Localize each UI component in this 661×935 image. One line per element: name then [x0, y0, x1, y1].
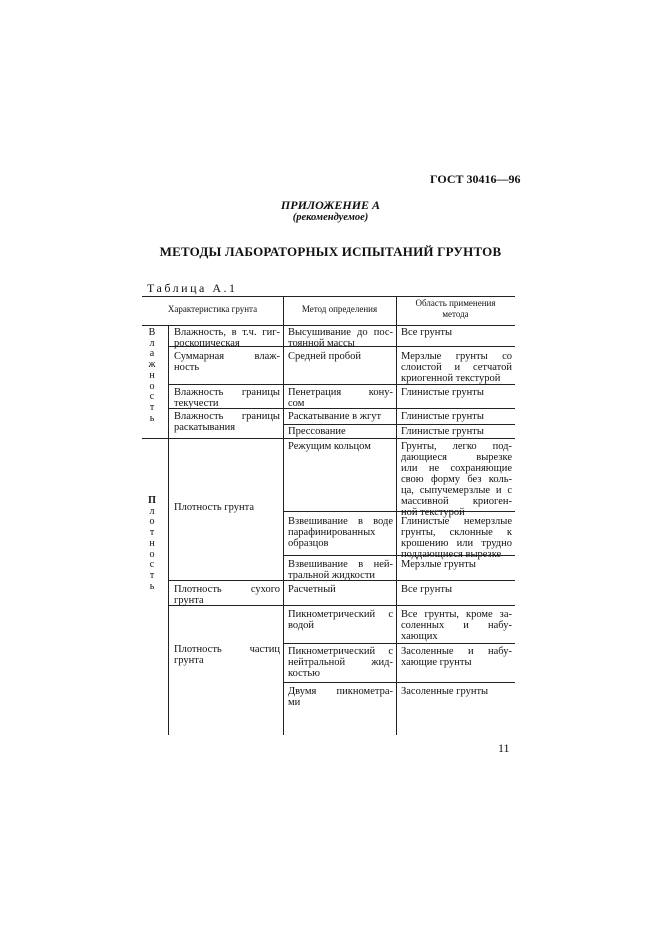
- table-row: Раскатывание в жгут: [288, 411, 382, 422]
- table-row: Все грунты, кроме за- соленных и набу- хающих: [401, 609, 512, 642]
- group-label-vlazhnost: В л а ж н о с т ь: [148, 327, 156, 424]
- table-row: Глинистые немерзлые грунты, склонные к крошению или трудно поддающиеся вырезке: [401, 516, 512, 560]
- header-scope: [396, 298, 515, 320]
- header-method: Метод определения: [301, 304, 378, 314]
- table-row: Влажность границы текучести: [174, 387, 280, 409]
- header-scope-line: метода: [442, 309, 469, 319]
- table-row: Взвешивание в ней- тральной жидкости: [288, 559, 393, 581]
- table-row: Глинистые грунты: [401, 387, 484, 398]
- table-row: Все грунты: [401, 584, 453, 595]
- table-row: Суммарная влаж- ность: [174, 351, 280, 373]
- table-row: Высушивание до пос- тоянной массы: [288, 327, 393, 349]
- table-row: Влажность, в т.ч. гиг- роскопическая: [174, 327, 280, 349]
- table-row: Средней пробой: [288, 351, 361, 362]
- col-rule: [283, 296, 284, 735]
- table-row: Прессование: [288, 426, 346, 437]
- appendix-title: ПРИЛОЖЕНИЕ А: [280, 198, 381, 212]
- table-row: Двумя пикнометра- ми: [288, 686, 393, 708]
- header-scope-line: Область применения: [415, 298, 496, 308]
- table-row: Плотность грунта: [174, 502, 254, 513]
- group-rule: [142, 438, 515, 439]
- group-label-plotnost: П л о т н о с т ь: [148, 495, 156, 592]
- section-title: МЕТОДЫ ЛАБОРАТОРНЫХ ИСПЫТАНИЙ ГРУНТОВ: [159, 244, 502, 259]
- row-rule: [283, 643, 515, 644]
- table-row: Все грунты: [401, 327, 453, 338]
- table-row: Плотность сухого грунта: [174, 584, 280, 606]
- table-row: Режущим кольцом: [288, 441, 371, 452]
- table-row: Глинистые грунты: [401, 426, 484, 437]
- table-row: Влажность границы раскатывания: [174, 411, 280, 433]
- table-row: Грунты, легко под- дающиеся вырезке или не сохраняющие свою форму без коль- ца, сыпучемерзлые и с массивной криоген- ной текстурой: [401, 441, 512, 518]
- col-rule: [168, 325, 169, 735]
- page-number: 11: [498, 741, 510, 755]
- header-characteristic: Характеристика грунта: [167, 304, 258, 314]
- table-row: Плотность частиц грунта: [174, 644, 280, 666]
- table-row: Взвешивание в воде парафинированных образцов: [288, 516, 393, 549]
- table-row: Мерзлые грунты со слоистой и сетчатой криогенной текстурой: [401, 351, 512, 384]
- row-rule: [283, 424, 515, 425]
- table-row: Засоленные и набу- хающие грунты: [401, 646, 512, 668]
- table-row: Пикнометрический с нейтральной жид- костью: [288, 646, 393, 679]
- row-rule: [168, 384, 515, 385]
- table-top-rule: [142, 296, 515, 297]
- table-row: Пенетрация кону- сом: [288, 387, 393, 409]
- table-row: Засоленные грунты: [401, 686, 489, 697]
- table-row: Мерзлые грунты: [401, 559, 476, 570]
- appendix-subtitle: (рекомендуемое): [292, 212, 369, 223]
- row-rule: [283, 682, 515, 683]
- standard-number: ГОСТ 30416—96: [430, 172, 521, 186]
- table-header-rule: [142, 325, 515, 326]
- table-row: Глинистые грунты: [401, 411, 484, 422]
- table-caption: Таблица А.1: [147, 281, 238, 295]
- col-rule: [396, 296, 397, 735]
- table-row: Пикнометрический с водой: [288, 609, 393, 631]
- table-row: Расчетный: [288, 584, 336, 595]
